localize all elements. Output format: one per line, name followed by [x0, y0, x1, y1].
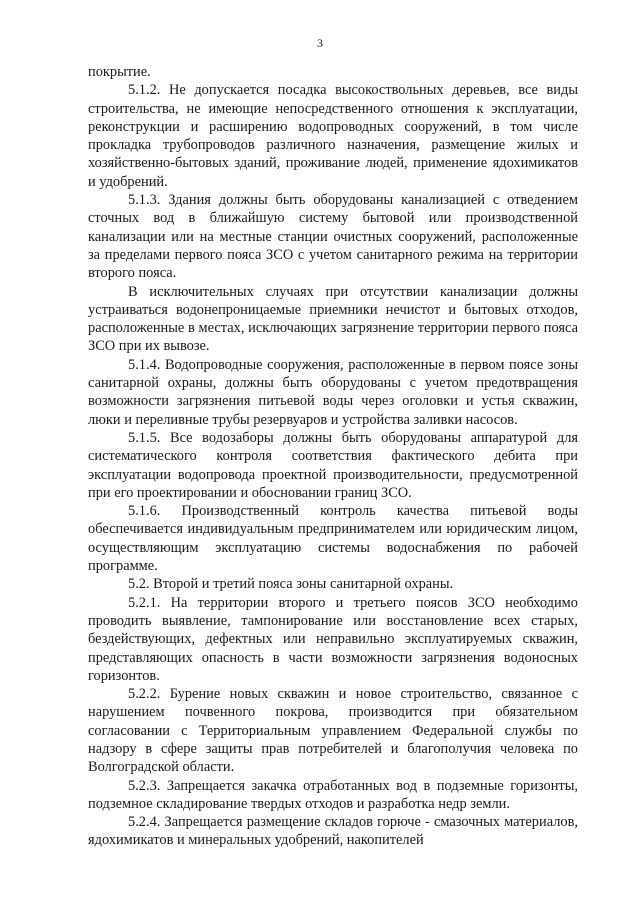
paragraph-5-2-3: 5.2.3. Запрещается закачка отработанных вод в подземные горизонты, подземное складирование твердых отходов и разработка недр земли. [88, 777, 578, 812]
paragraph-5-2-heading: 5.2. Второй и третий пояса зоны санитарной охраны. [128, 576, 454, 593]
paragraph-5-1-4: 5.1.4. Водопроводные сооружения, расположенные в первом поясе зоны санитарной охраны, должны быть оборудованы с учетом предотвращения возможности загрязнения питьевой воды через оголовки и устья скважин, люки и переливные трубы резервуаров и устройства заливки насосов. [88, 356, 578, 428]
paragraph-exceptional-cases: В исключительных случаях при отсутствии канализации должны устраиваться водонепроницаемые приемники нечистот и бытовых отходов, расположенные в местах, исключающих загрязнение территории первого пояса ЗСО при их вывозе. [88, 283, 578, 355]
paragraph-5-2-4: 5.2.4. Запрещается размещение складов горюче - смазочных материалов, ядохимикатов и минеральных удобрений, накопителей [88, 814, 578, 849]
paragraph-5-1-6: 5.1.6. Производственный контроль качества питьевой воды обеспечивается индивидуальным предпринимателем или юридическим лицом, осуществляющим эксплуатацию системы водоснабжения по рабочей программе. [88, 503, 578, 575]
paragraph-continuation: покрытие. [88, 64, 151, 80]
document-body [88, 63, 578, 850]
paragraph-5-1-5: 5.1.5. Все водозаборы должны быть оборудованы аппаратурой для систематического контроля соответствия фактического дебита при эксплуатации водопровода проектной производительности, предусмотренной при его проектировании и обосновании границ ЗСО. [88, 429, 578, 501]
paragraph-5-2-1: 5.2.1. На территории второго и третьего поясов ЗСО необходимо проводить выявление, тампонирование или восстановление всех старых, бездействующих, дефектных или неправильно эксплуатируемых скважин, представляющих опасность в части возможности загрязнения водоносных горизонтов. [88, 594, 578, 684]
paragraph-5-1-3: 5.1.3. Здания должны быть оборудованы канализацией с отведением сточных вод в ближайшую систему бытовой или производственной канализации или на местные станции очистных сооружений, расположенные за пределами первого пояса ЗСО с учетом санитарного режима на территории второго пояса. [88, 192, 578, 282]
paragraph-5-1-2: 5.1.2. Не допускается посадка высокоствольных деревьев, все виды строительства, не имеющие непосредственного отношения к эксплуатации, реконструкции и расширению водопроводных сооружений, в том числе прокладка трубопроводов различного назначения, размещение жилых и хозяйственно-бытовых зданий, проживание людей, применение ядохимикатов и удобрений. [88, 82, 578, 190]
paragraph-5-2-2: 5.2.2. Бурение новых скважин и новое строительство, связанное с нарушением почвенного покрова, производится при обязательном согласовании с Территориальным управлением Федеральной службы по надзору в сфере защиты прав потребителей и благополучия человека по Волгоградской области. [88, 686, 578, 776]
page-number: 3 [317, 36, 323, 50]
